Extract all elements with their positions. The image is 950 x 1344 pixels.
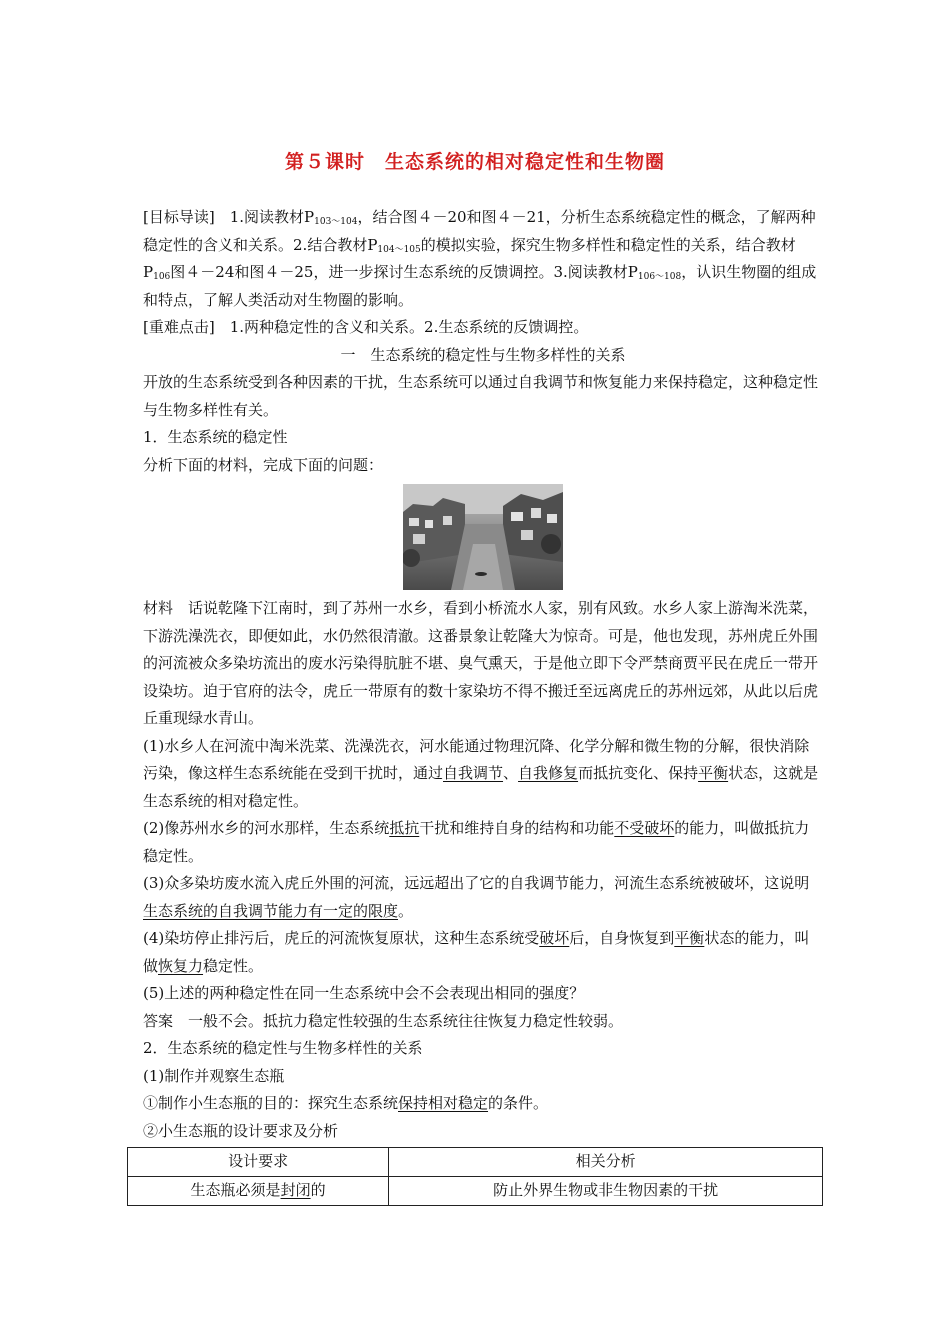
subheading-eco-bottle: (1)制作并观察生态瓶	[143, 1066, 285, 1085]
table-header-cell: 相关分析	[389, 1148, 823, 1177]
document-body	[143, 204, 823, 1206]
q3-text-a: (3)众多染坊废水流入虎丘外围的河流，远远超出了它的自我调节能力，河流生态系统被破坏，这说明	[143, 874, 810, 892]
page-range-4: 106～108	[637, 272, 682, 282]
circle-item-2: ②小生态瓶的设计要求及分析	[143, 1121, 339, 1140]
c1-blank-1: 保持相对稳定	[398, 1094, 489, 1112]
c1-text-a: ①制作小生态瓶的目的：探究生态系统	[143, 1094, 399, 1112]
cell-blank-1: 封闭	[280, 1181, 311, 1200]
cell-text-a: 生态瓶必须是	[190, 1181, 281, 1200]
q1-text-c: 而抵抗变化、保持	[578, 764, 699, 782]
analyze-instruction: 分析下面的材料，完成下面的问题：	[143, 455, 384, 474]
q4-blank-2: 平衡	[674, 929, 705, 947]
page-range-2: 104～105	[377, 244, 421, 255]
q2-text-c: 的能力，叫做抵抗力稳定性。	[143, 819, 810, 865]
question-1	[143, 733, 823, 816]
section-heading: 一 生态系统的稳定性与生物多样性的关系	[340, 345, 626, 364]
cell-text-b: 的	[310, 1181, 326, 1200]
q4-blank-1: 破坏	[539, 929, 570, 947]
intro-paragraph: 开放的生态系统受到各种因素的干扰，生态系统可以通过自我调节和恢复能力来保持稳定，这种稳定性与生物多样性有关。	[143, 373, 819, 419]
q2-blank-2: 不受破坏	[614, 819, 675, 837]
objectives-text-5: ，认识生物圈的组成和特点，了解人类活动对生物圈的影响。	[143, 263, 817, 309]
table-header-row	[128, 1148, 823, 1177]
material-paragraph: 材料 话说乾隆下江南时，到了苏州一水乡，看到小桥流水人家，别有风致。水乡人家上游淘米洗菜，下游洗澡洗衣，即便如此，水仍然很清澈。这番景象让乾隆大为惊奇。可是，他也发现，苏州虎丘外围的河流被众多染坊流出的废水污染得肮脏不堪、臭气熏天，于是他立即下令严禁商贾平民在虎丘一带开设染坊。迫于官府的法令，虎丘一带原有的数十家染坊不得不搬迁至远离虎丘的苏州远郊，从此以后虎丘重现绿水青山。	[143, 599, 819, 727]
objectives-paragraph	[143, 204, 823, 314]
q4-blank-3: 恢复力	[158, 956, 204, 975]
objectives-text-4: 图４－24和图４－25，进一步探讨生态系统的反馈调控。3.阅读教材P	[170, 263, 638, 281]
page-range-3: 106	[153, 272, 171, 282]
design-table	[127, 1147, 823, 1206]
q1-blank-3: 平衡	[698, 764, 729, 782]
table-cell: 防止外界生物或非生物因素的干扰	[389, 1177, 823, 1206]
canal-town-photo	[403, 484, 563, 590]
q1-blank-1: 自我调节	[443, 764, 504, 782]
q3-text-b: 。	[398, 901, 414, 920]
table-row	[128, 1177, 823, 1206]
key-points-tag: [重难点击]	[143, 318, 215, 336]
page-title: 第５课时 生态系统的相对稳定性和生物圈	[284, 151, 665, 173]
circle-item-1	[143, 1090, 823, 1118]
q1-text-b: 、	[503, 764, 519, 782]
q2-text-b: 干扰和维持自身的结构和功能	[419, 819, 615, 837]
objectives-tag: [目标导读]	[143, 208, 215, 226]
table-cell	[128, 1177, 389, 1206]
c1-text-b: 的条件。	[488, 1094, 549, 1112]
q4-text-a: (4)染坊停止排污后，虎丘的河流恢复原状，这种生态系统受	[143, 929, 540, 947]
answer-paragraph: 答案 一般不会。抵抗力稳定性较强的生态系统往往恢复力稳定性较弱。	[143, 1011, 624, 1030]
subheading-stability: 1．生态系统的稳定性	[143, 428, 288, 446]
objectives-text-1: 1.阅读教材P	[214, 208, 315, 226]
table-header-cell: 设计要求	[128, 1148, 389, 1177]
q1-text-a: (1)水乡人在河流中淘米洗菜、洗澡洗衣，河水能通过物理沉降、化学分解和微生物的分解，很快消除污染，像这样生态系统能在受到干扰时，通过	[143, 736, 810, 782]
page-range-1: 103～104	[314, 217, 358, 227]
objectives-text-2: ，结合图４－20和图４－21，分析生态系统稳定性的概念，了解两种稳定性的含义和关系。2.结合教材P	[143, 208, 816, 254]
question-5: (5)上述的两种稳定性在同一生态系统中会不会表现出相同的强度？	[143, 984, 585, 1002]
q1-text-d: 状态，这就是生态系统的相对稳定性。	[143, 764, 819, 810]
question-4	[143, 925, 823, 980]
q4-text-b: 后，自身恢复到	[569, 929, 675, 947]
q3-blank-1: 生态系统的自我调节能力有一定的限度	[143, 901, 399, 920]
q2-blank-1: 抵抗	[389, 819, 420, 837]
key-points-text: 1.两种稳定性的含义和关系。2.生态系统的反馈调控。	[214, 318, 589, 336]
question-2	[143, 815, 823, 870]
q2-text-a: (2)像苏州水乡的河水那样，生态系统	[143, 819, 390, 837]
q4-text-c: 状态的能力，叫做	[143, 929, 810, 975]
q1-blank-2: 自我修复	[518, 764, 579, 782]
objectives-text-3: 的模拟实验，探究生物多样性和稳定性的关系，结合教材P	[143, 235, 796, 281]
subheading-biodiversity: 2．生态系统的稳定性与生物多样性的关系	[143, 1039, 423, 1057]
key-points-paragraph	[143, 314, 823, 342]
q4-text-d: 稳定性。	[203, 956, 264, 975]
question-3	[143, 870, 823, 925]
